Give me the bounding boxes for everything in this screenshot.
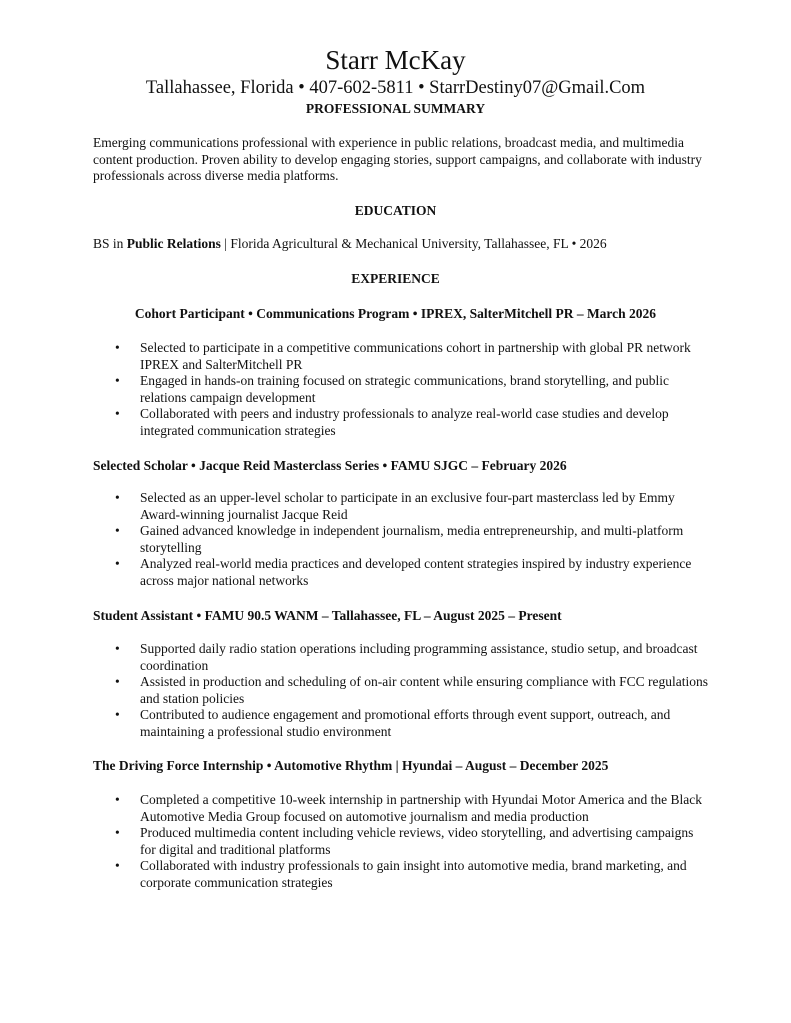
list-item [110,406,710,439]
bullet-text: Collaborated with peers and industry professionals to analyze real-world case studies and develop integrated communication strategies [140,406,669,438]
bullet-text: Produced multimedia content including vehicle reviews, video storytelling, and advertising campaigns for digital and traditional platforms [140,825,694,857]
bullet-icon: • [115,556,120,571]
job-bullets-driving-force [110,792,710,891]
degree-prefix: BS in [93,236,127,251]
job-bullets-scholar [110,490,710,589]
list-item [110,792,710,825]
job-bullets-cohort [110,340,710,439]
bullet-icon: • [115,707,120,722]
bullet-icon: • [115,641,120,656]
bullet-text: Contributed to audience engagement and promotional efforts through event support, outreach, and maintaining a professional studio environment [140,707,671,739]
job-title-cohort: Cohort Participant • Communications Program • IPREX, SalterMitchell PR – March 2026 [134,306,657,321]
degree-major: Public Relations [126,236,221,251]
bullet-text: Gained advanced knowledge in independent journalism, media entrepreneurship, and multi-platform storytelling [140,523,684,555]
bullet-icon: • [115,490,120,505]
education-details: | Florida Agricultural & Mechanical University, Tallahassee, FL • 2026 [220,236,607,251]
list-item [110,373,710,406]
bullet-icon: • [115,858,120,873]
list-item [110,556,710,589]
bullet-text: Collaborated with industry professionals to gain insight into automotive media, brand marketing, and corporate communication strategies [140,858,687,890]
summary-text: Emerging communications professional with experience in public relations, broadcast media, and multimedia content production. Proven ability to develop engaging stories, support campaigns, and collaborate with industry professionals across diverse media platforms. [93,135,702,183]
contact-line: Tallahassee, Florida • 407-602-5811 • StarrDestiny07@Gmail.Com [145,78,646,98]
bullet-text: Engaged in hands-on training focused on strategic communications, brand storytelling, and public relations campaign development [140,373,669,405]
bullet-icon: • [115,792,120,807]
list-item [110,490,710,523]
bullet-text: Supported daily radio station operations including programming assistance, studio setup, and broadcast coordination [140,641,698,673]
bullet-icon: • [115,406,120,421]
candidate-name: Starr McKay [325,45,466,75]
summary-heading: PROFESSIONAL SUMMARY [305,101,486,116]
list-item [110,340,710,373]
job-bullets-student-assistant [110,641,710,740]
education-heading: EDUCATION [354,203,437,218]
bullet-icon: • [115,825,120,840]
list-item [110,707,710,740]
bullet-text: Completed a competitive 10-week internship in partnership with Hyundai Motor America and the Black Automotive Media Group focused on automotive journalism and media production [140,792,702,824]
bullet-icon: • [115,373,120,388]
job-title-driving-force: The Driving Force Internship • Automotive Rhythm | Hyundai – August – December 2025 [93,758,609,773]
list-item [110,674,710,707]
list-item [110,825,710,858]
bullet-text: Analyzed real-world media practices and developed content strategies inspired by industry experience across major national networks [140,556,692,588]
bullet-text: Assisted in production and scheduling of on-air content while ensuring compliance with FCC regulations and station policies [140,674,709,706]
bullet-icon: • [115,523,120,538]
education-entry [93,236,713,253]
list-item [110,523,710,556]
bullet-text: Selected as an upper-level scholar to participate in an exclusive four-part masterclass led by Emmy Award-winning journalist Jacque Reid [140,490,675,522]
list-item [110,641,710,674]
bullet-icon: • [115,340,120,355]
list-item [110,858,710,891]
bullet-icon: • [115,674,120,689]
experience-heading: EXPERIENCE [351,271,440,286]
job-title-scholar: Selected Scholar • Jacque Reid Masterclass Series • FAMU SJGC – February 2026 [93,458,567,473]
bullet-text: Selected to participate in a competitive communications cohort in partnership with global PR network IPREX and SalterMitchell PR [140,340,691,372]
job-title-student-assistant: Student Assistant • FAMU 90.5 WANM – Tallahassee, FL – August 2025 – Present [93,608,562,623]
